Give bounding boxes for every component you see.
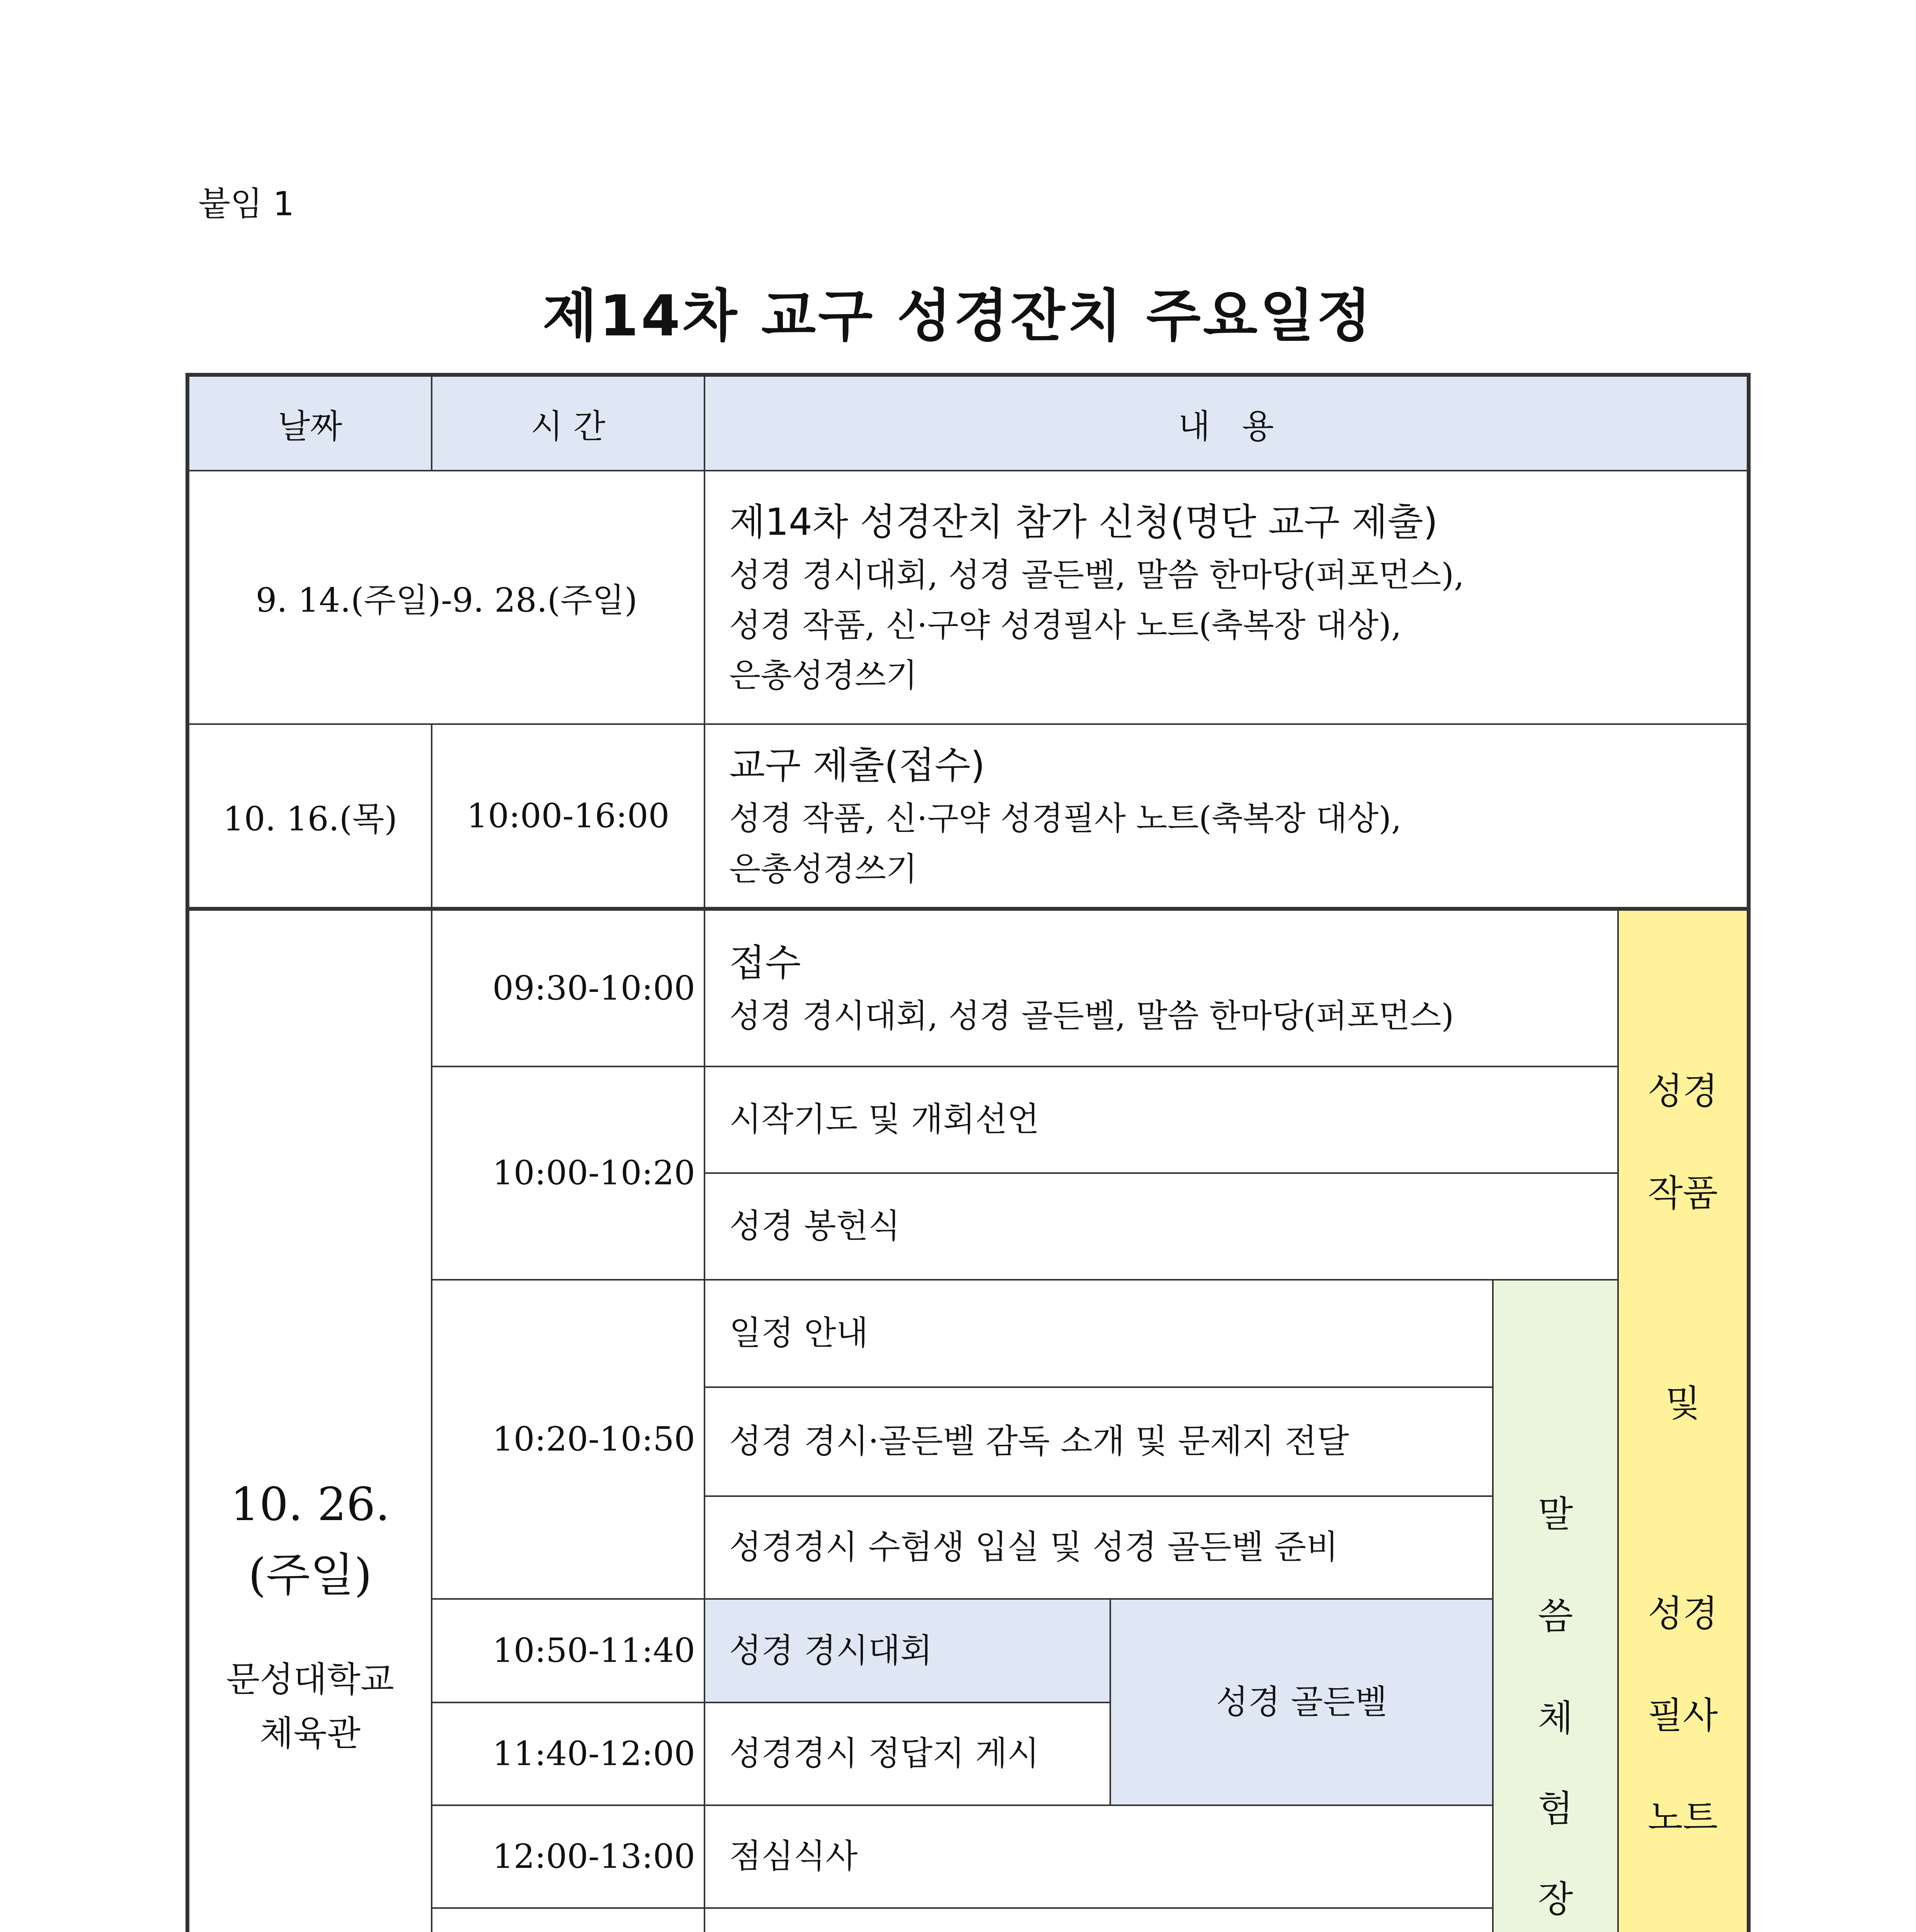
proctor-intro: 성경 경시·골든벨 감독 소개 및 문제지 전달 xyxy=(704,1387,1493,1496)
lunch: 점심식사 xyxy=(704,1805,1493,1908)
word-experience-text: 장 xyxy=(1538,1878,1573,1920)
reception-detail: 성경 경시대회, 성경 골든벨, 말씀 한마당(퍼포먼스) xyxy=(729,997,1454,1035)
exhibition-text: 필사 xyxy=(1647,1695,1718,1737)
exhibition-text: 작품 xyxy=(1647,1172,1718,1214)
submission-line: 은총성경쓰기 xyxy=(729,850,917,888)
submission-content xyxy=(704,724,1749,909)
submission-date: 10. 16.(목) xyxy=(187,724,432,909)
submission-line: 성경 작품, 신·구약 성경필사 노트(축복장 대상), xyxy=(729,799,1402,838)
bible-contest: 성경 경시대회 xyxy=(704,1599,1110,1702)
exam-prep: 성경경시 수험생 입실 및 성경 골든벨 준비 xyxy=(704,1496,1493,1599)
header-row xyxy=(187,375,1749,471)
header-content: 내 용 xyxy=(704,375,1749,471)
registration-line: 은총성경쓰기 xyxy=(729,656,917,695)
word-experience-text: 말 xyxy=(1538,1493,1573,1536)
schedule-guide: 일정 안내 xyxy=(704,1280,1493,1387)
event-date: 10. 26. xyxy=(230,1477,390,1531)
word-experience-text: 씀 xyxy=(1538,1595,1573,1638)
event-day-cell xyxy=(187,909,432,1932)
word-experience-column xyxy=(1493,1280,1618,1932)
offering-ceremony: 성경 봉헌식 xyxy=(704,1173,1618,1280)
registration-row xyxy=(187,471,1749,724)
submission-heading: 교구 제출(접수) xyxy=(729,744,985,787)
header-date: 날짜 xyxy=(187,375,432,471)
answer-posting: 성경경시 정답지 게시 xyxy=(704,1702,1110,1805)
submission-time: 10:00-16:00 xyxy=(432,724,704,909)
exhibition-text: 성경 xyxy=(1647,1593,1718,1635)
venue-hall: 체육관 xyxy=(260,1713,361,1754)
registration-heading: 제14차 성경잔치 참가 신청(명단 교구 제출) xyxy=(729,500,1438,544)
attachment-label: 붙임 1 xyxy=(198,185,294,223)
gathering-time xyxy=(432,1908,704,1932)
lunch-time: 12:00-13:00 xyxy=(432,1805,704,1908)
reception-content xyxy=(704,909,1618,1066)
registration-content xyxy=(704,471,1749,724)
reception-row xyxy=(187,909,1749,1066)
guide-time: 10:20-10:50 xyxy=(432,1280,704,1599)
header-time: 시 간 xyxy=(432,375,704,471)
event-weekday: (주일) xyxy=(248,1548,372,1602)
word-experience-text: 험 xyxy=(1538,1788,1573,1830)
venue-name: 문성대학교 xyxy=(226,1659,394,1700)
registration-line: 성경 경시대회, 성경 골든벨, 말씀 한마당(퍼포먼스), xyxy=(729,556,1465,594)
gathering-content xyxy=(704,1908,1618,1932)
exhibition-text: 및 xyxy=(1665,1383,1700,1425)
opening-prayer: 시작기도 및 개회선언 xyxy=(704,1066,1618,1173)
opening-time: 10:00-10:20 xyxy=(432,1066,704,1280)
exhibition-text: 노트 xyxy=(1647,1797,1718,1839)
exhibition-text: 성경 xyxy=(1647,1070,1718,1112)
exhibition-column xyxy=(1618,909,1749,1932)
word-experience-text: 체 xyxy=(1538,1697,1573,1740)
contest-time: 10:50-11:40 xyxy=(432,1599,704,1702)
reception-heading: 접수 xyxy=(729,941,801,985)
answers-time: 11:40-12:00 xyxy=(432,1702,704,1805)
submission-row xyxy=(187,724,1749,909)
reception-time: 09:30-10:00 xyxy=(432,909,704,1066)
golden-bell: 성경 골든벨 xyxy=(1110,1599,1493,1805)
registration-line: 성경 작품, 신·구약 성경필사 노트(축복장 대상), xyxy=(729,606,1402,644)
registration-date: 9. 14.(주일)-9. 28.(주일) xyxy=(187,471,704,724)
schedule-table xyxy=(185,373,1751,1932)
page-title: 제14차 교구 성경잔치 주요일정 xyxy=(542,283,1374,349)
